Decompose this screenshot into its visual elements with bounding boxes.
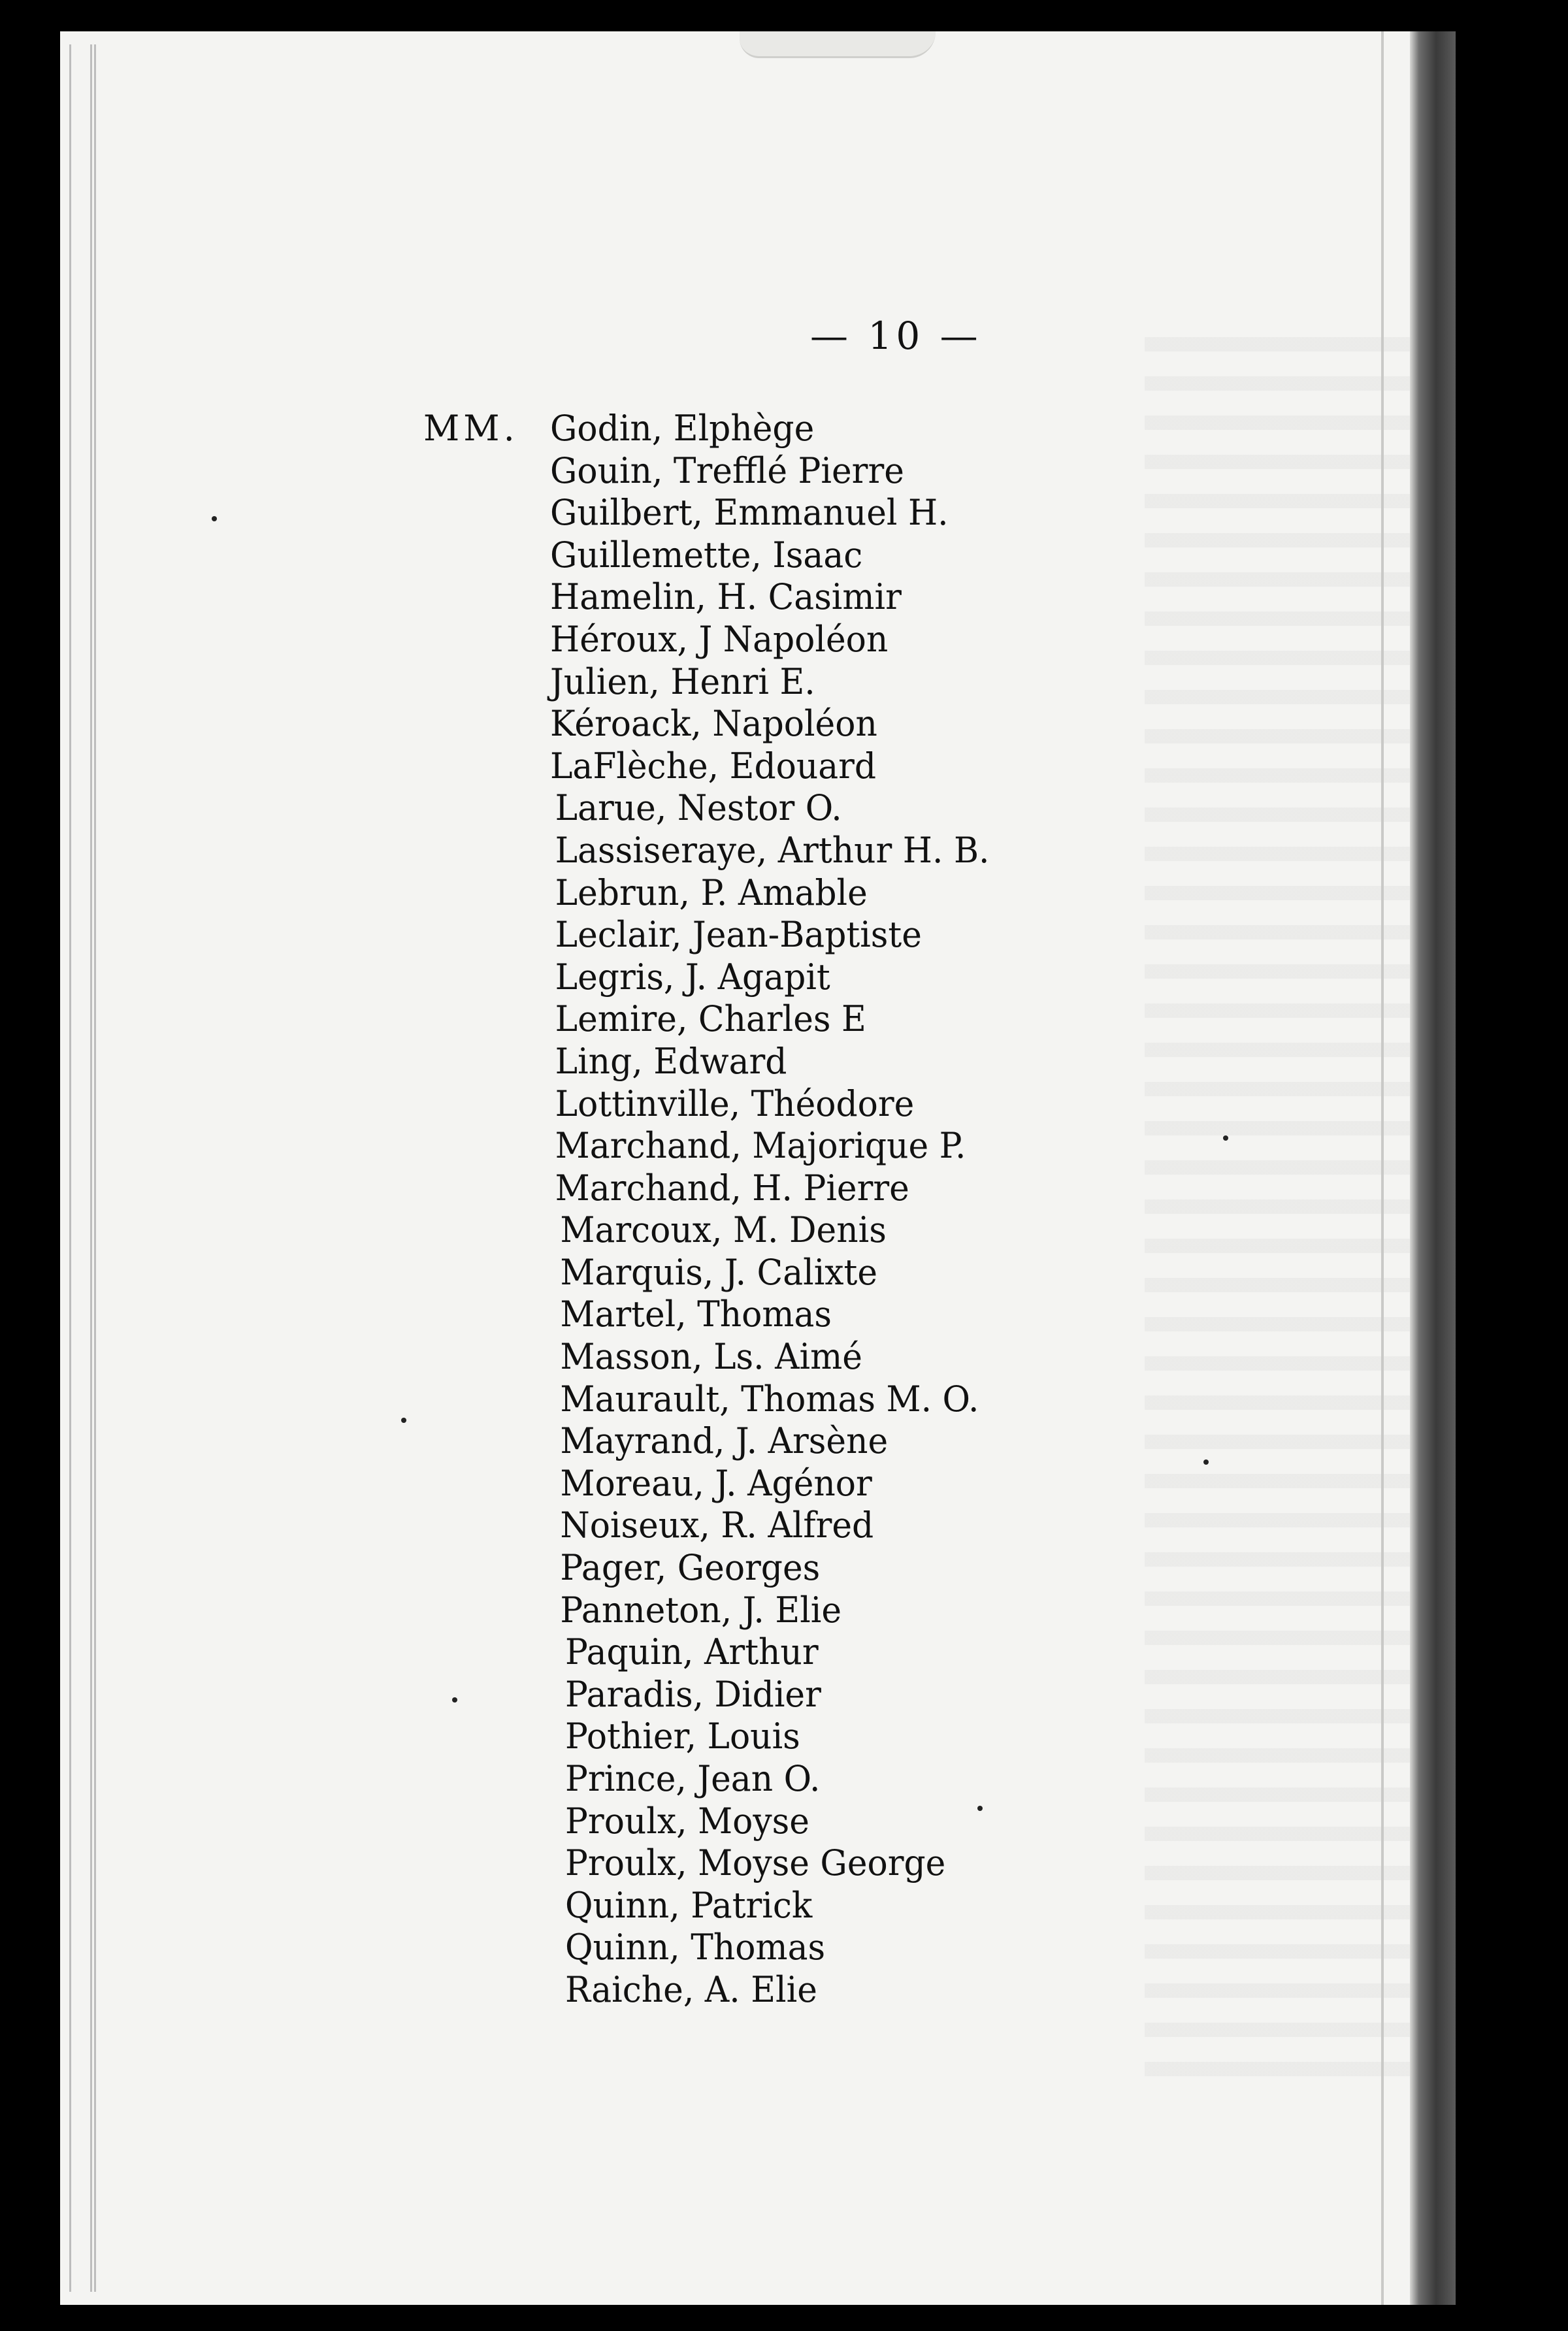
honorific-label: MM. xyxy=(423,408,519,449)
list-item: Leclair, Jean-Baptiste xyxy=(555,914,922,956)
list-item: Raiche, A. Elie xyxy=(565,1968,817,2010)
list-item: Hamelin, H. Casimir xyxy=(550,576,902,618)
ink-speck xyxy=(1203,1459,1209,1465)
list-item: Masson, Ls. Aimé xyxy=(560,1336,862,1378)
list-item: Paquin, Arthur xyxy=(565,1631,819,1673)
list-item: Marchand, H. Pierre xyxy=(555,1167,909,1209)
ink-speck xyxy=(977,1806,983,1811)
list-item: Ling, Edward xyxy=(555,1040,787,1082)
list-item: Gouin, Trefflé Pierre xyxy=(550,449,904,491)
list-item: Héroux, J Napoléon xyxy=(550,618,889,660)
page-number: — 10 — xyxy=(810,314,982,358)
page-edge-line xyxy=(69,44,71,2292)
name-list xyxy=(550,408,1008,2012)
list-item: Proulx, Moyse George xyxy=(565,1842,946,1884)
list-item: Maurault, Thomas M. O. xyxy=(560,1378,979,1420)
list-item: Marquis, J. Calixte xyxy=(560,1251,878,1293)
list-item: Panneton, J. Elie xyxy=(560,1589,842,1631)
page-edge-line xyxy=(94,44,96,2292)
list-item: Guillemette, Isaac xyxy=(550,534,863,576)
list-item: Julien, Henri E. xyxy=(550,660,815,702)
document-page xyxy=(60,31,1456,2305)
list-item: Guilbert, Emmanuel H. xyxy=(550,492,949,534)
list-item: Paradis, Didier xyxy=(565,1673,821,1715)
list-item: LaFlèche, Edouard xyxy=(550,745,877,787)
list-item: Marchand, Majorique P. xyxy=(555,1125,966,1167)
list-item: Lassiseraye, Arthur H. B. xyxy=(555,829,990,871)
list-item: Quinn, Patrick xyxy=(565,1884,813,1926)
list-item: Mayrand, J. Arsène xyxy=(560,1420,889,1462)
list-item: Lottinville, Théodore xyxy=(555,1083,915,1124)
binding-line xyxy=(1381,31,1384,2305)
list-item: Prince, Jean O. xyxy=(565,1758,821,1799)
list-item: Quinn, Thomas xyxy=(565,1927,826,1968)
ink-speck xyxy=(212,516,217,521)
list-item: Martel, Thomas xyxy=(560,1294,832,1335)
list-item: Moreau, J. Agénor xyxy=(560,1462,872,1504)
bleed-through-text xyxy=(1145,312,1419,2076)
ink-speck xyxy=(1223,1135,1228,1141)
list-item: Lebrun, P. Amable xyxy=(555,872,868,913)
ink-speck xyxy=(452,1697,457,1703)
list-item: Proulx, Moyse xyxy=(565,1800,809,1842)
list-item: Marcoux, M. Denis xyxy=(560,1209,887,1251)
torn-edge xyxy=(740,31,936,58)
list-item: Pothier, Louis xyxy=(565,1716,800,1757)
list-item: Legris, J. Agapit xyxy=(555,956,830,998)
list-item: Larue, Nestor O. xyxy=(555,787,842,829)
list-item: Noiseux, R. Alfred xyxy=(560,1505,874,1546)
list-item: Lemire, Charles E xyxy=(555,998,866,1040)
book-spine xyxy=(1410,31,1456,2305)
list-item: Pager, Georges xyxy=(560,1547,821,1589)
list-item: Godin, Elphège xyxy=(550,408,815,449)
ink-speck xyxy=(401,1418,406,1423)
list-item: Kéroack, Napoléon xyxy=(550,703,877,745)
page-edge-line xyxy=(90,44,92,2292)
